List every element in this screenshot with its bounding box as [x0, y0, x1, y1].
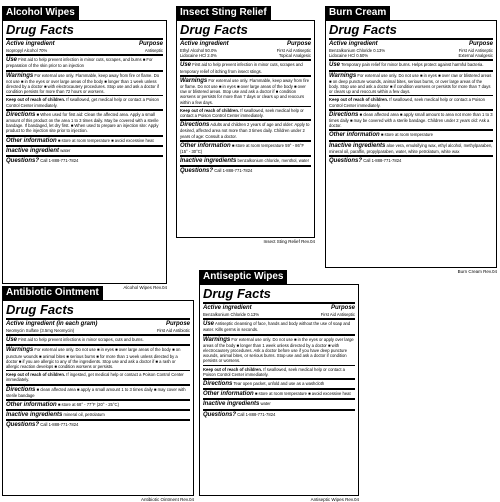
active-ingredient-row: Benzalkonium Chloride 0.13% First Aid Antiseptic: [329, 48, 493, 53]
active-ingredient-row: Isopropyl Alcohol 70% Antiseptic: [6, 48, 163, 53]
label-header: Alcohol Wipes: [2, 6, 79, 20]
drug-facts-title: Drug Facts: [329, 23, 493, 40]
label-header: Burn Cream: [325, 6, 390, 20]
other-info-section: Other information ■ store at room temperature 59° - 86°F (15° - 30°C): [180, 140, 311, 154]
use-section: Use First aid to help prevent infection in minor cuts, scrapes and temporary relief of itching from insect stings.: [180, 59, 311, 73]
revision-caption: Antiseptic Wipes Rev.04: [310, 497, 359, 502]
directions-section: Directions ■ When used for first aid: Clean the affected area. Apply a small amount of this product on the area 1 to 3 times daily. May be covered with a sterile bandage. If bandaged, let dry first. ■ When used to prepare an injection site: Apply product to the injection site prior to injection.: [6, 109, 163, 134]
drug-facts-panel: [325, 20, 497, 268]
directions-section: Directions ■ clean affected area ■ apply a small amount 1 to 3 times daily ■ may cover with sterile bandage: [6, 384, 190, 398]
directions-section: Directions ■ clean affected area ■ apply small amount to area not more than 1 to 3 times daily ■ may be covered with a sterile bandage. Children under 2 years old: Ask a doctor.: [329, 109, 493, 129]
active-ingredient-header: Active ingredient Purpose: [203, 305, 355, 311]
other-info-section: Other information ■ store at 68° - 77°F (20° - 25°C): [6, 399, 190, 408]
label-insect-sting-relief: [176, 2, 315, 244]
revision-caption: Antibiotic Ointment Rev.04: [141, 497, 194, 502]
active-ingredient-row: Ethyl Alcohol 50.0% First Aid Antiseptic: [180, 48, 311, 53]
questions-section: Questions? Call 1-888-771-7824: [6, 155, 163, 164]
directions-section: Directions Adults and children 2 years of age and older: Apply to desired, affected area not more than 3 times daily. Children under 2 years of age: Consult a doctor.: [180, 119, 311, 139]
inactive-section: Inactive ingredients benzalkonium chloride, menthol, water: [180, 155, 311, 164]
revision-caption: Alcohol Wipes Rev.04: [123, 285, 167, 290]
other-info-section: Other information ■ store at room temperature: [329, 129, 493, 138]
use-section: Use First aid to help prevent infections in minor scrapes, cuts and burns.: [6, 334, 190, 343]
questions-section: Questions? Call 1-888-771-7824: [180, 165, 311, 174]
drug-facts-panel: [176, 20, 315, 238]
drug-facts-title: Drug Facts: [6, 303, 190, 320]
inactive-section: Inactive ingredients water: [203, 398, 355, 407]
drug-facts-title: Drug Facts: [6, 23, 163, 40]
warnings-section: Warnings For external use only. Do not use ■ in eyes ■ over raw or blistered areas ■ on deep puncture wounds, animal bites, serious burns, or over large areas of the body. Stop use and ask a doctor ■ if condition worsens or persists for more than 7 days or clears up and reoccurs within a few days.: [329, 70, 493, 95]
keep-out-section: Keep out of reach of children. If swallowed, seek medical help or contact a Poison Control Center immediately.: [203, 365, 355, 377]
use-section: Use Temporary pain relief for minor burns. Helps protect against harmful bacteria.: [329, 59, 493, 68]
inactive-section: Inactive ingredient water: [6, 145, 163, 154]
drug-facts-panel: [2, 20, 167, 284]
warnings-section: Warnings For external use only. Flammable, keep away from fire or flame. Do not use ■ in eyes ■ over large areas of the body ■ over raw or blistered areas. Stop use and ask a doctor if ■ condition worsens or persists for more than 7 days or clears up and reoccurs within a few days.: [180, 75, 311, 105]
active-ingredient-row: Lidocaine HCl 0.50% External Analgesic: [329, 53, 493, 59]
label-antiseptic-wipes: [199, 266, 359, 502]
use-section: Use Antiseptic cleansing of face, hands and body without the use of soap and water. Kills germs in seconds.: [203, 318, 355, 332]
label-header: Insect Sting Relief: [176, 6, 271, 20]
other-info-section: Other information ■ store at room temperature ■ avoid excessive heat: [6, 135, 163, 144]
keep-out-section: Keep out of reach of children. If ingested, get medical help or contact a Poison Control Center immediately.: [6, 370, 190, 382]
label-burn-cream: [325, 2, 497, 274]
active-ingredient-header: Active ingredient Purpose: [180, 41, 311, 47]
warnings-section: Warnings For external use only. Do not use ■ in the eyes or apply over large areas of the body ■ longer than 1 week unless directed by a doctor ■ with electrocautery procedures. Ask a doctor before use if you have deep puncture wounds, animal bites, or serious burns. Stop use and ask a doctor if condition persists or worsens.: [203, 334, 355, 364]
questions-section: Questions? Call 1-888-771-7824: [203, 409, 355, 418]
label-header: Antiseptic Wipes: [199, 270, 287, 284]
inactive-section: Inactive ingredients aloe vera, emulsifying wax, ethyl alcohol, methylparaben, mineral oil, paraffin, propylparaben, water, white petrolatum, white wax: [329, 140, 493, 154]
active-ingredient-header: Active ingredient Purpose: [329, 41, 493, 47]
label-header: Antibiotic Ointment: [2, 286, 103, 300]
warnings-section: Warnings For external use only. Flammable, keep away from fire or flame. Do not use ■ in the eyes or over large areas of the body ■ longer than 1 week unless directed by a doctor ■ with electrocautery procedures. Stop use and ask a doctor if condition persists for more than 72 hours or worsens.: [6, 70, 163, 95]
warnings-section: Warnings For external use only. Do not use ■ in eyes ■ over large areas of the body ■ on puncture wounds ■ animal bites ■ serious burns ■ for more than 1 week unless directed by a doctor ■ if you are allergic to any of the ingredients. Stop use and ask a doctor if ■ a rash or allergic reaction develops ■ condition worsens or persists.: [6, 344, 190, 369]
keep-out-section: Keep out of reach of children. If swallowed, seek medical help or contact a Poison Control Center immediately.: [180, 106, 311, 118]
directions-section: Directions Tear open packet, unfold and use as a washcloth: [203, 378, 355, 387]
label-alcohol-wipes: [2, 2, 167, 290]
active-ingredient-row: Lidocaine HCl 2.0% Topical Analgesic: [180, 53, 311, 59]
drug-facts-title: Drug Facts: [180, 23, 311, 40]
questions-section: Questions? Call 1-888-771-7824: [329, 155, 493, 164]
questions-section: Questions? Call 1-888-771-7824: [6, 419, 190, 428]
revision-caption: Insect Sting Relief Rev.04: [263, 239, 315, 244]
revision-caption: Burn Cream Rev.04: [457, 269, 497, 274]
drug-facts-title: Drug Facts: [203, 287, 355, 304]
drug-facts-panel: [2, 300, 194, 496]
keep-out-section: Keep out of reach of children. If swallowed, seek medical help or contact a Poison Control Center immediately.: [329, 95, 493, 107]
use-section: Use First aid to help prevent infection in minor cuts, scrapes, and burns ■ For preparation of the skin prior to an injection: [6, 54, 163, 68]
other-info-section: Other information ■ store at room temperature ■ avoid excessive heat: [203, 388, 355, 397]
active-ingredient-header: Active ingredient (in each gram) Purpose: [6, 321, 190, 327]
inactive-section: Inactive ingredients mineral oil, petrolatum: [6, 409, 190, 418]
active-ingredient-header: Active ingredient Purpose: [6, 41, 163, 47]
label-antibiotic-ointment: [2, 282, 194, 502]
keep-out-section: Keep out of reach of children. If swallowed, get medical help or contact a Poison Control Center immediately.: [6, 95, 163, 107]
active-ingredient-row: Benzalkonium Chloride 0.13% First Aid Antiseptic: [203, 312, 355, 317]
drug-facts-panel: [199, 284, 359, 496]
active-ingredient-row: Neomycin Sulfate (3.5mg Neomycin) First Aid Antibiotic: [6, 328, 190, 333]
